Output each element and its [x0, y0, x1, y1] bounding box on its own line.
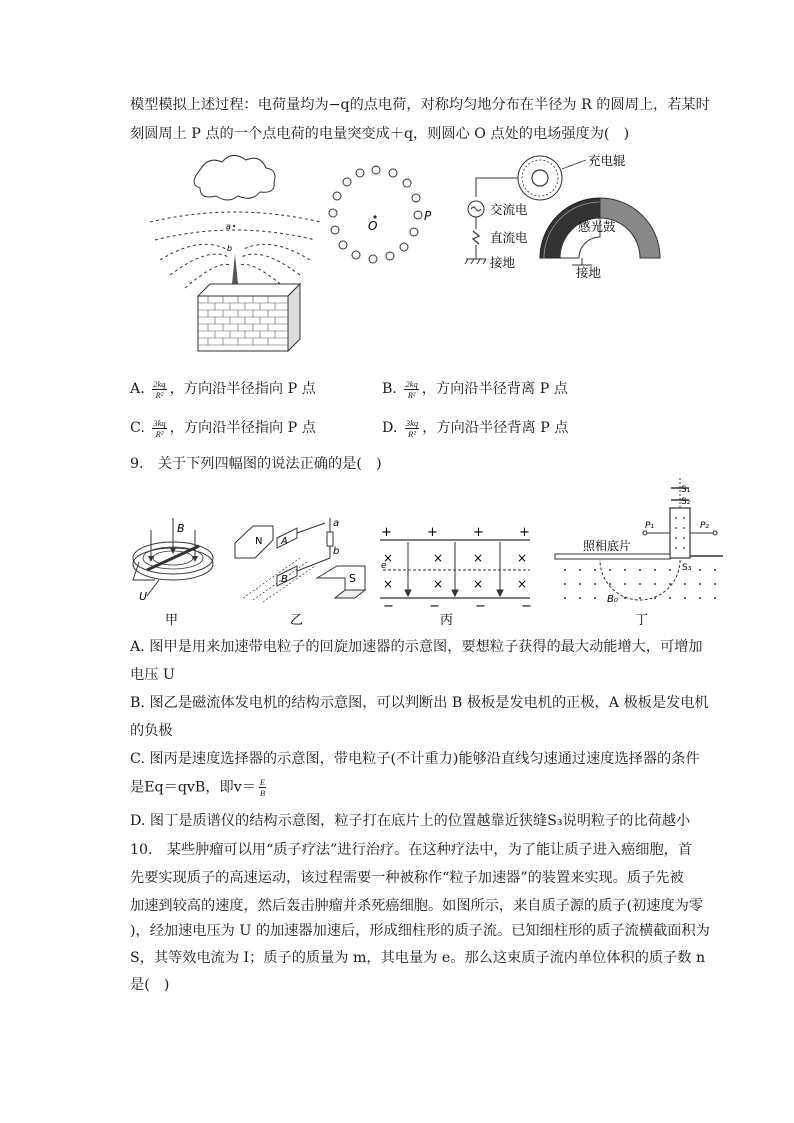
lightning-rod-figure: [150, 150, 320, 355]
fraction-numerator: 2kq: [405, 378, 418, 389]
fig-jia-B: B: [177, 522, 185, 535]
option-text: ，方向沿半径背离 P 点: [421, 381, 568, 397]
svg-text:×: ×: [473, 551, 484, 565]
q10-line-6: 是( ): [130, 977, 170, 993]
fig-ding-P1: P₁: [645, 521, 655, 531]
fig-yi-a: a: [333, 518, 340, 529]
option-text: ，方向沿半径背离 P 点: [422, 420, 569, 436]
fraction-numerator: 2kq: [153, 378, 166, 389]
fig-yi-S: S: [349, 572, 356, 585]
drum-label: 感光鼓: [578, 219, 616, 234]
svg-text:+: +: [427, 525, 438, 540]
q10-line-5: S，其等效电流为 I；质子的质量为 m，其电量为 e。那么这束质子流内单位体积的质子数 n: [130, 950, 706, 966]
charge-roller-label: 充电辊: [588, 153, 626, 168]
mhd-generator-figure: [235, 518, 365, 628]
fig-ding-film: 照相底片: [583, 539, 632, 553]
q10-line-2: 先要实现质子的高速运动，该过程需要一种被称作“粒子加速器”的装置来实现。质子先被: [130, 870, 684, 886]
fraction: [259, 777, 266, 798]
option-letter: A.: [130, 381, 145, 397]
svg-text:×: ×: [383, 551, 394, 565]
dc-source-label: 直流电: [490, 230, 528, 245]
ground-label-2: 接地: [576, 265, 602, 280]
ring-point-P: P: [424, 209, 432, 223]
fraction-denominator: R²: [408, 428, 416, 439]
q9-option-C-line-1[interactable]: C. 图丙是速度选择器的示意图，带电粒子(不计重力)能够沿直线匀速通过速度选择器的条件: [130, 751, 700, 767]
fraction-numerator: 3kq: [405, 417, 419, 428]
label-bing: 丙: [440, 613, 454, 628]
label-yi: 乙: [290, 613, 304, 628]
svg-text:×: ×: [517, 551, 528, 565]
q9-option-B-line-1[interactable]: B. 图乙是磁流体发电机的结构示意图，可以判断出 B 极板是发电机的正极，A 极板是发电机: [130, 695, 709, 711]
fraction: [152, 418, 166, 439]
svg-text:×: ×: [433, 551, 444, 565]
fig-yi-N: N: [255, 536, 263, 547]
option-text: ，方向沿半径指向 P 点: [169, 381, 316, 397]
point-a-label: a: [226, 222, 231, 231]
fig-ding-S1: S₁: [681, 485, 691, 495]
option-letter: D.: [382, 420, 398, 436]
fig-ding-S3: S₃: [682, 563, 692, 573]
svg-text:−: −: [429, 599, 440, 614]
fraction-numerator: E: [259, 777, 266, 787]
svg-text:×: ×: [517, 577, 528, 591]
q10-line-4: )，经加速电压为 U 的加速器加速后，形成细柱形的质子流。已知细柱形的质子流横截面积为: [130, 923, 710, 939]
fig-bing-e: e: [381, 561, 387, 571]
fraction: [405, 418, 419, 439]
q8-option-A[interactable]: [130, 378, 316, 400]
fraction-denominator: R²: [155, 428, 164, 439]
label-jia: 甲: [165, 613, 179, 628]
q10-line-3: 加速到较高的速度，然后轰击肿瘤并杀死癌细胞。如图所示，来自质子源的质子(初速度为零: [130, 898, 704, 914]
fig-ding-S2: S₂: [681, 497, 691, 507]
q9-option-A-line-1[interactable]: A. 图甲是用来加速带电粒子的回旋加速器的示意图，要想粒子获得的最大动能增大，可增加: [130, 639, 703, 655]
q9-figures: [125, 478, 725, 628]
q9-stem: 9. 关于下列四幅图的说法正确的是( ): [130, 456, 382, 472]
fig-jia-U: U: [139, 590, 148, 603]
cyclotron-figure: [133, 518, 213, 628]
ring-center-O: O: [368, 219, 378, 233]
svg-text:×: ×: [473, 577, 484, 591]
q10-line-1: 10. 某些肿瘤可以用“质子疗法”进行治疗。在这种疗法中，为了能让质子进入癌细胞，首: [130, 842, 693, 858]
intro-line-2: 刻圆周上 P 点的一个点电荷的电量突变成＋q，则圆心 O 点处的电场强度为( ): [130, 126, 630, 142]
charge-roller-figure: [458, 145, 668, 280]
fraction-denominator: B: [259, 788, 266, 798]
label-ding: 丁: [635, 613, 649, 628]
fraction-denominator: R²: [407, 389, 416, 400]
svg-text:×: ×: [433, 577, 444, 591]
fig-yi-Bplate: B: [281, 574, 288, 585]
mass-spectrometer-figure: [555, 478, 723, 628]
point-b-label: b: [227, 244, 233, 253]
svg-text:+: +: [473, 525, 484, 540]
fig-ding-B0: B₀: [607, 594, 618, 605]
svg-text:−: −: [383, 599, 394, 614]
ac-source-label: 交流电: [490, 202, 528, 217]
fraction-numerator: 3kq: [153, 417, 166, 428]
q9-option-B-line-2: 的负极: [130, 723, 173, 739]
q8-option-B[interactable]: [382, 378, 568, 400]
svg-text:+: +: [381, 525, 392, 540]
q9-option-D-line-1[interactable]: D. 图丁是质谱仪的结构示意图，粒子打在底片上的位置越靠近狭缝S₃说明粒子的比荷越小: [130, 813, 691, 829]
svg-text:−: −: [521, 599, 532, 614]
svg-text:+: +: [519, 525, 530, 540]
q8-option-D[interactable]: [382, 417, 568, 439]
q8-option-C[interactable]: [130, 417, 316, 439]
fraction: [404, 379, 418, 400]
fig-ding-P2: P₂: [700, 521, 710, 531]
charge-ring-figure: [320, 160, 440, 275]
option-letter: B.: [382, 381, 397, 397]
fraction-denominator: R²: [155, 389, 164, 400]
option-text: ，方向沿半径指向 P 点: [169, 420, 316, 436]
intro-line-1: 模型模拟上述过程：电荷量均为−q的点电荷，对称均匀地分布在半径为 R 的圆周上，若某时: [130, 97, 710, 113]
velocity-selector-figure: [380, 525, 532, 628]
fig-yi-b: b: [333, 546, 340, 557]
ground-label-1: 接地: [490, 255, 516, 270]
svg-text:×: ×: [383, 577, 394, 591]
q9-option-C-formula: 是Eq＝qvB，即v＝: [130, 779, 256, 796]
option-letter: C.: [130, 420, 145, 436]
q9-option-A-line-2: 电压 U: [130, 667, 175, 683]
fig-yi-A: A: [281, 536, 288, 547]
svg-text:−: −: [475, 599, 486, 614]
fraction: [152, 379, 166, 400]
q9-option-C-line-2: [130, 777, 269, 798]
